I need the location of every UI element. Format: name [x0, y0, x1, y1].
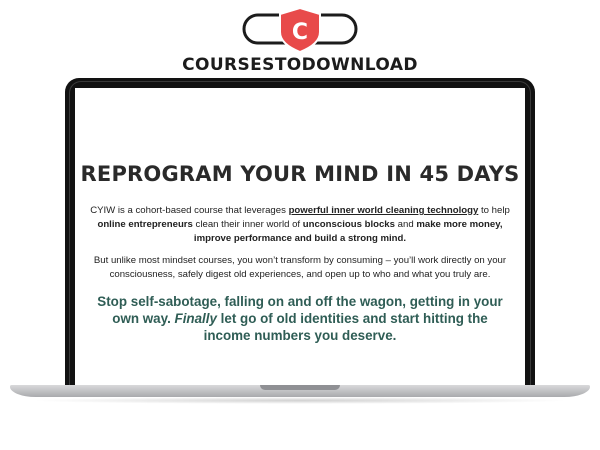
- logo-text: COURSESTODOWNLOAD: [182, 55, 418, 75]
- laptop-screen: [75, 88, 525, 388]
- laptop-notch: [260, 385, 340, 390]
- logo-shield-icon: [240, 6, 360, 56]
- cta-text-1: Stop self-sabotage, falling on and off the wagon, getting in your own way.: [97, 294, 503, 326]
- intro-bold-1: online entrepreneurs: [97, 219, 193, 230]
- intro-paragraph: [87, 204, 513, 246]
- intro-text-4: and: [394, 219, 417, 230]
- page-headline: REPROGRAM YOUR MIND IN 45 DAYS: [80, 162, 520, 186]
- cta-italic: Finally: [174, 311, 217, 326]
- laptop-shadow: [30, 397, 570, 404]
- second-paragraph: But unlike most mindset courses, you won’t transform by consuming – you’ll work directly on your consciousness, safely digest old experiences, and open up to who and what you truly are.: [93, 255, 507, 280]
- intro-text-1: CYIW is a cohort-based course that leverages: [90, 205, 289, 216]
- cta-statement: [95, 293, 505, 344]
- technology-link[interactable]: powerful inner world cleaning technology: [288, 205, 479, 216]
- cta-text-2: let go of old identities and start hitting the income numbers you deserve.: [203, 311, 488, 343]
- laptop-frame: [65, 78, 535, 394]
- intro-text-2: to help: [478, 205, 510, 216]
- intro-bold-3: make more money, improve performance and build a strong mind.: [193, 219, 503, 244]
- intro-text-3: clean their inner world of: [192, 219, 303, 230]
- site-logo: [0, 0, 600, 80]
- intro-bold-2: unconscious blocks: [302, 219, 395, 230]
- logo-initial: C: [291, 20, 309, 45]
